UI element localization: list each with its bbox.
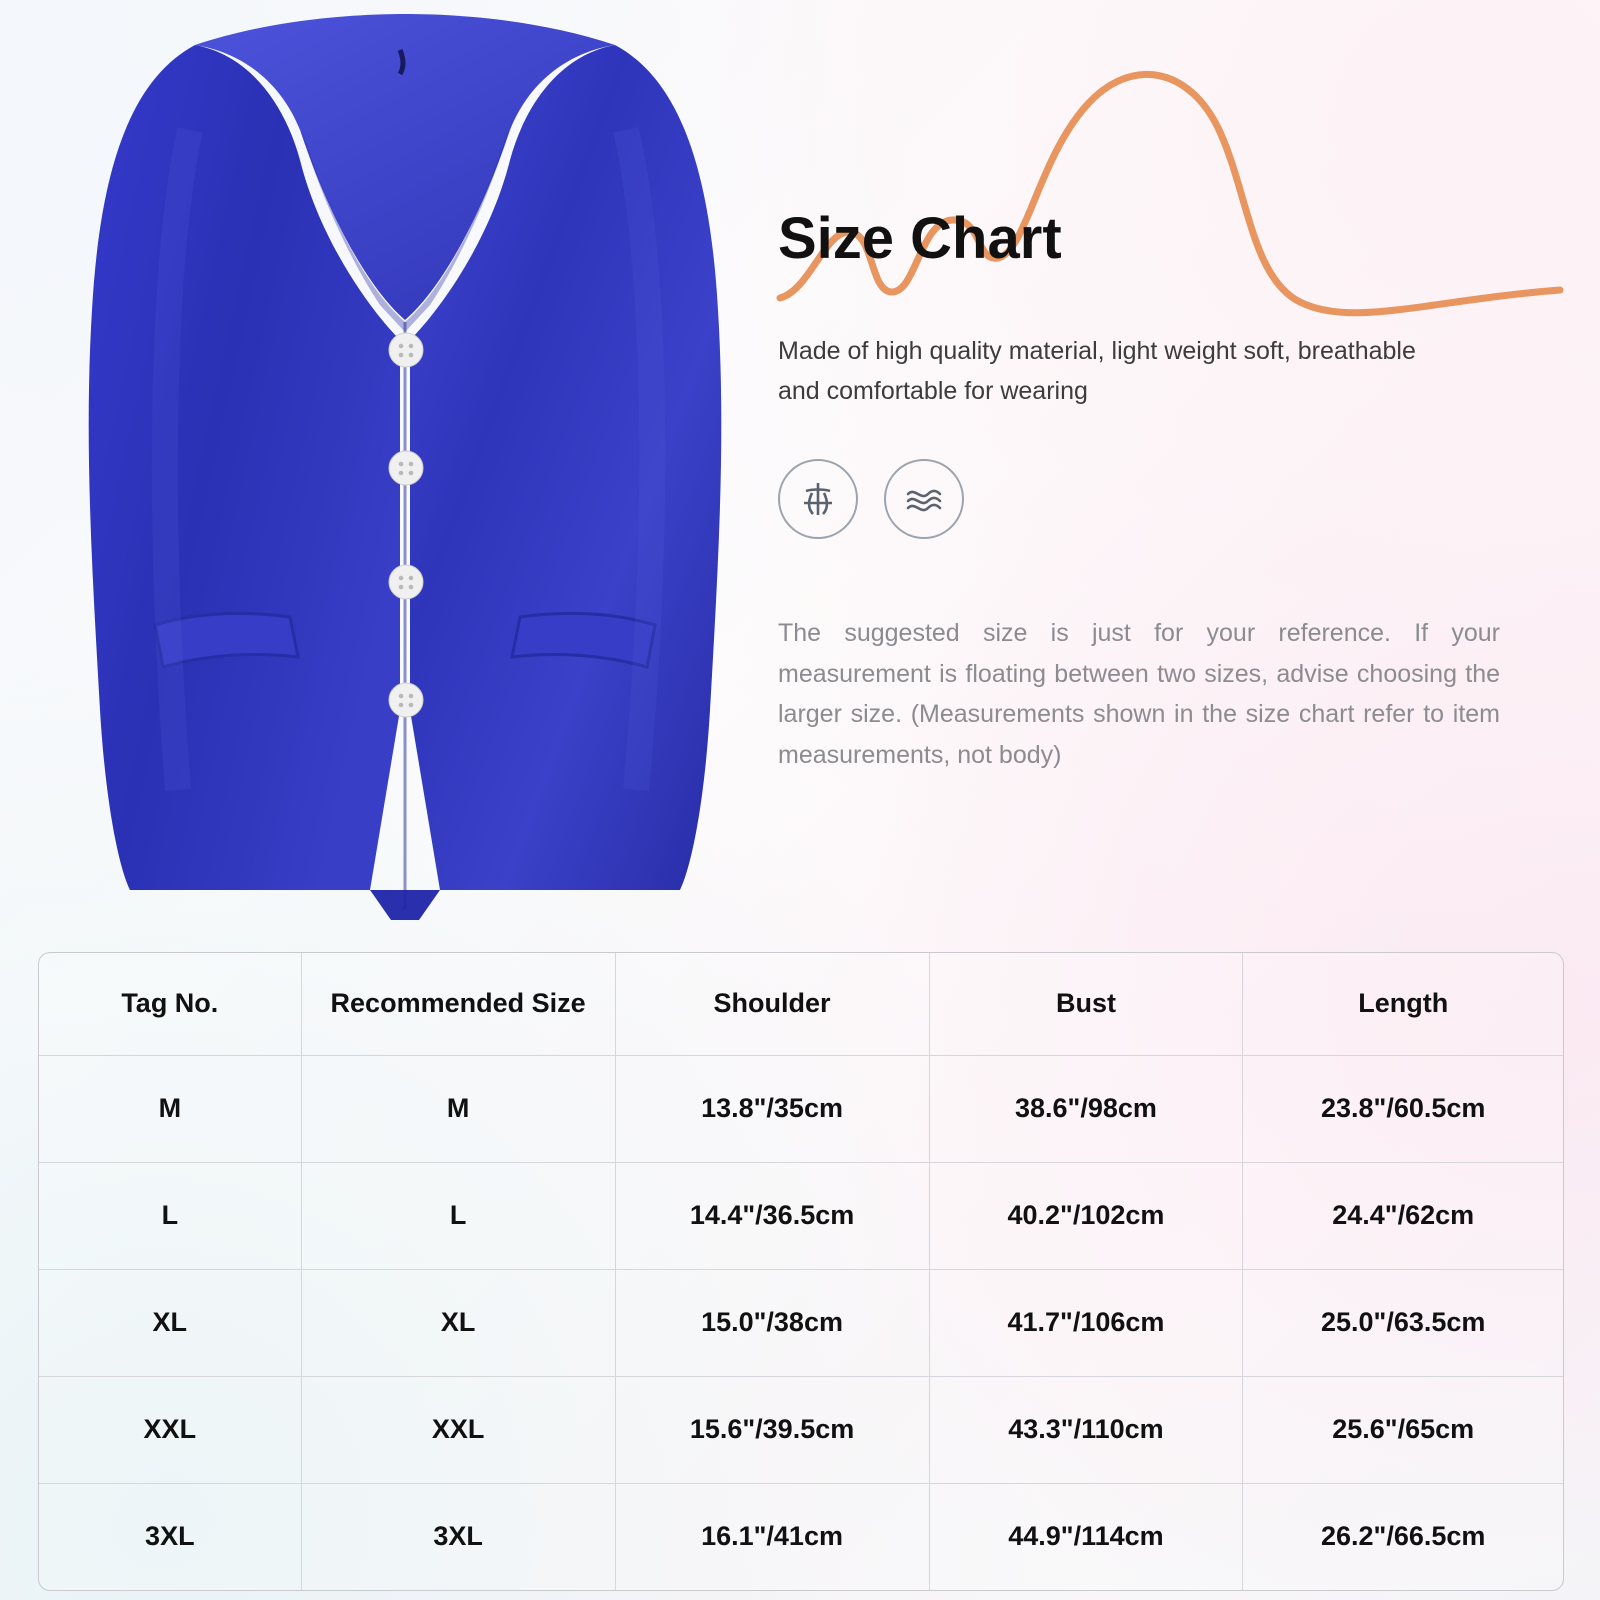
column-header-tag-no: Tag No. [39,953,301,1055]
product-image [40,0,770,930]
cell-recommended-size: L [301,1162,615,1269]
cell-bust: 41.7"/106cm [929,1269,1243,1376]
cell-shoulder: 15.6"/39.5cm [615,1376,929,1483]
table-row [39,1055,1563,1162]
cell-bust: 38.6"/98cm [929,1055,1243,1162]
cell-length: 25.0"/63.5cm [1243,1269,1563,1376]
cell-length: 26.2"/66.5cm [1321,1521,1486,1552]
cell-bust: 40.2"/102cm [929,1162,1243,1269]
table-header-row [39,953,1563,1055]
table-row [39,1376,1563,1483]
column-header-length: Length [1243,953,1563,1055]
cell-bust: 43.3"/110cm [929,1376,1243,1483]
lightweight-icon [778,459,858,539]
cell-length: 25.6"/65cm [1243,1376,1563,1483]
column-header-recommended-size: Recommended Size [301,953,615,1055]
cell-recommended-size: 3XL [301,1483,615,1590]
cell-shoulder: 16.1"/41cm [615,1483,929,1590]
cell-tag-no: XXL [39,1376,301,1483]
column-header-shoulder: Shoulder [615,953,929,1055]
cell-shoulder: 13.8"/35cm [615,1055,929,1162]
column-header-bust: Bust [929,953,1243,1055]
page-title: Size Chart [778,206,1062,271]
cell-length: 24.4"/62cm [1243,1162,1563,1269]
cell-tag-no: XL [39,1269,301,1376]
cell-tag-no: L [39,1162,301,1269]
cell-shoulder: 14.4"/36.5cm [615,1162,929,1269]
cell-tag-no: M [39,1055,301,1162]
table-row [39,1483,1563,1590]
table-row [39,1269,1563,1376]
info-column [778,60,1568,800]
cell-shoulder: 15.0"/38cm [615,1269,929,1376]
breathable-waves-icon [884,459,964,539]
cell-recommended-size: XXL [301,1376,615,1483]
cell-bust: 44.9"/114cm [929,1483,1243,1590]
product-subtitle: Made of high quality material, light weight soft, breathable and comfortable for wearing [778,337,1416,405]
vest-illustration [70,10,740,920]
cell-length: 23.8"/60.5cm [1243,1055,1563,1162]
table-row [39,1162,1563,1269]
cell-recommended-size: XL [301,1269,615,1376]
cell-recommended-size: M [301,1055,615,1162]
size-chart-table-wrap [38,952,1564,1591]
cell-tag-no: 3XL [39,1483,301,1590]
size-chart-table [39,953,1563,1590]
feature-icon-row [778,459,1568,539]
sizing-note: The suggested size is just for your reference. If your measurement is floating between two sizes, advise choosing the larger size. (Measurements shown in the size chart refer to item measurements, not body) [778,619,1500,769]
